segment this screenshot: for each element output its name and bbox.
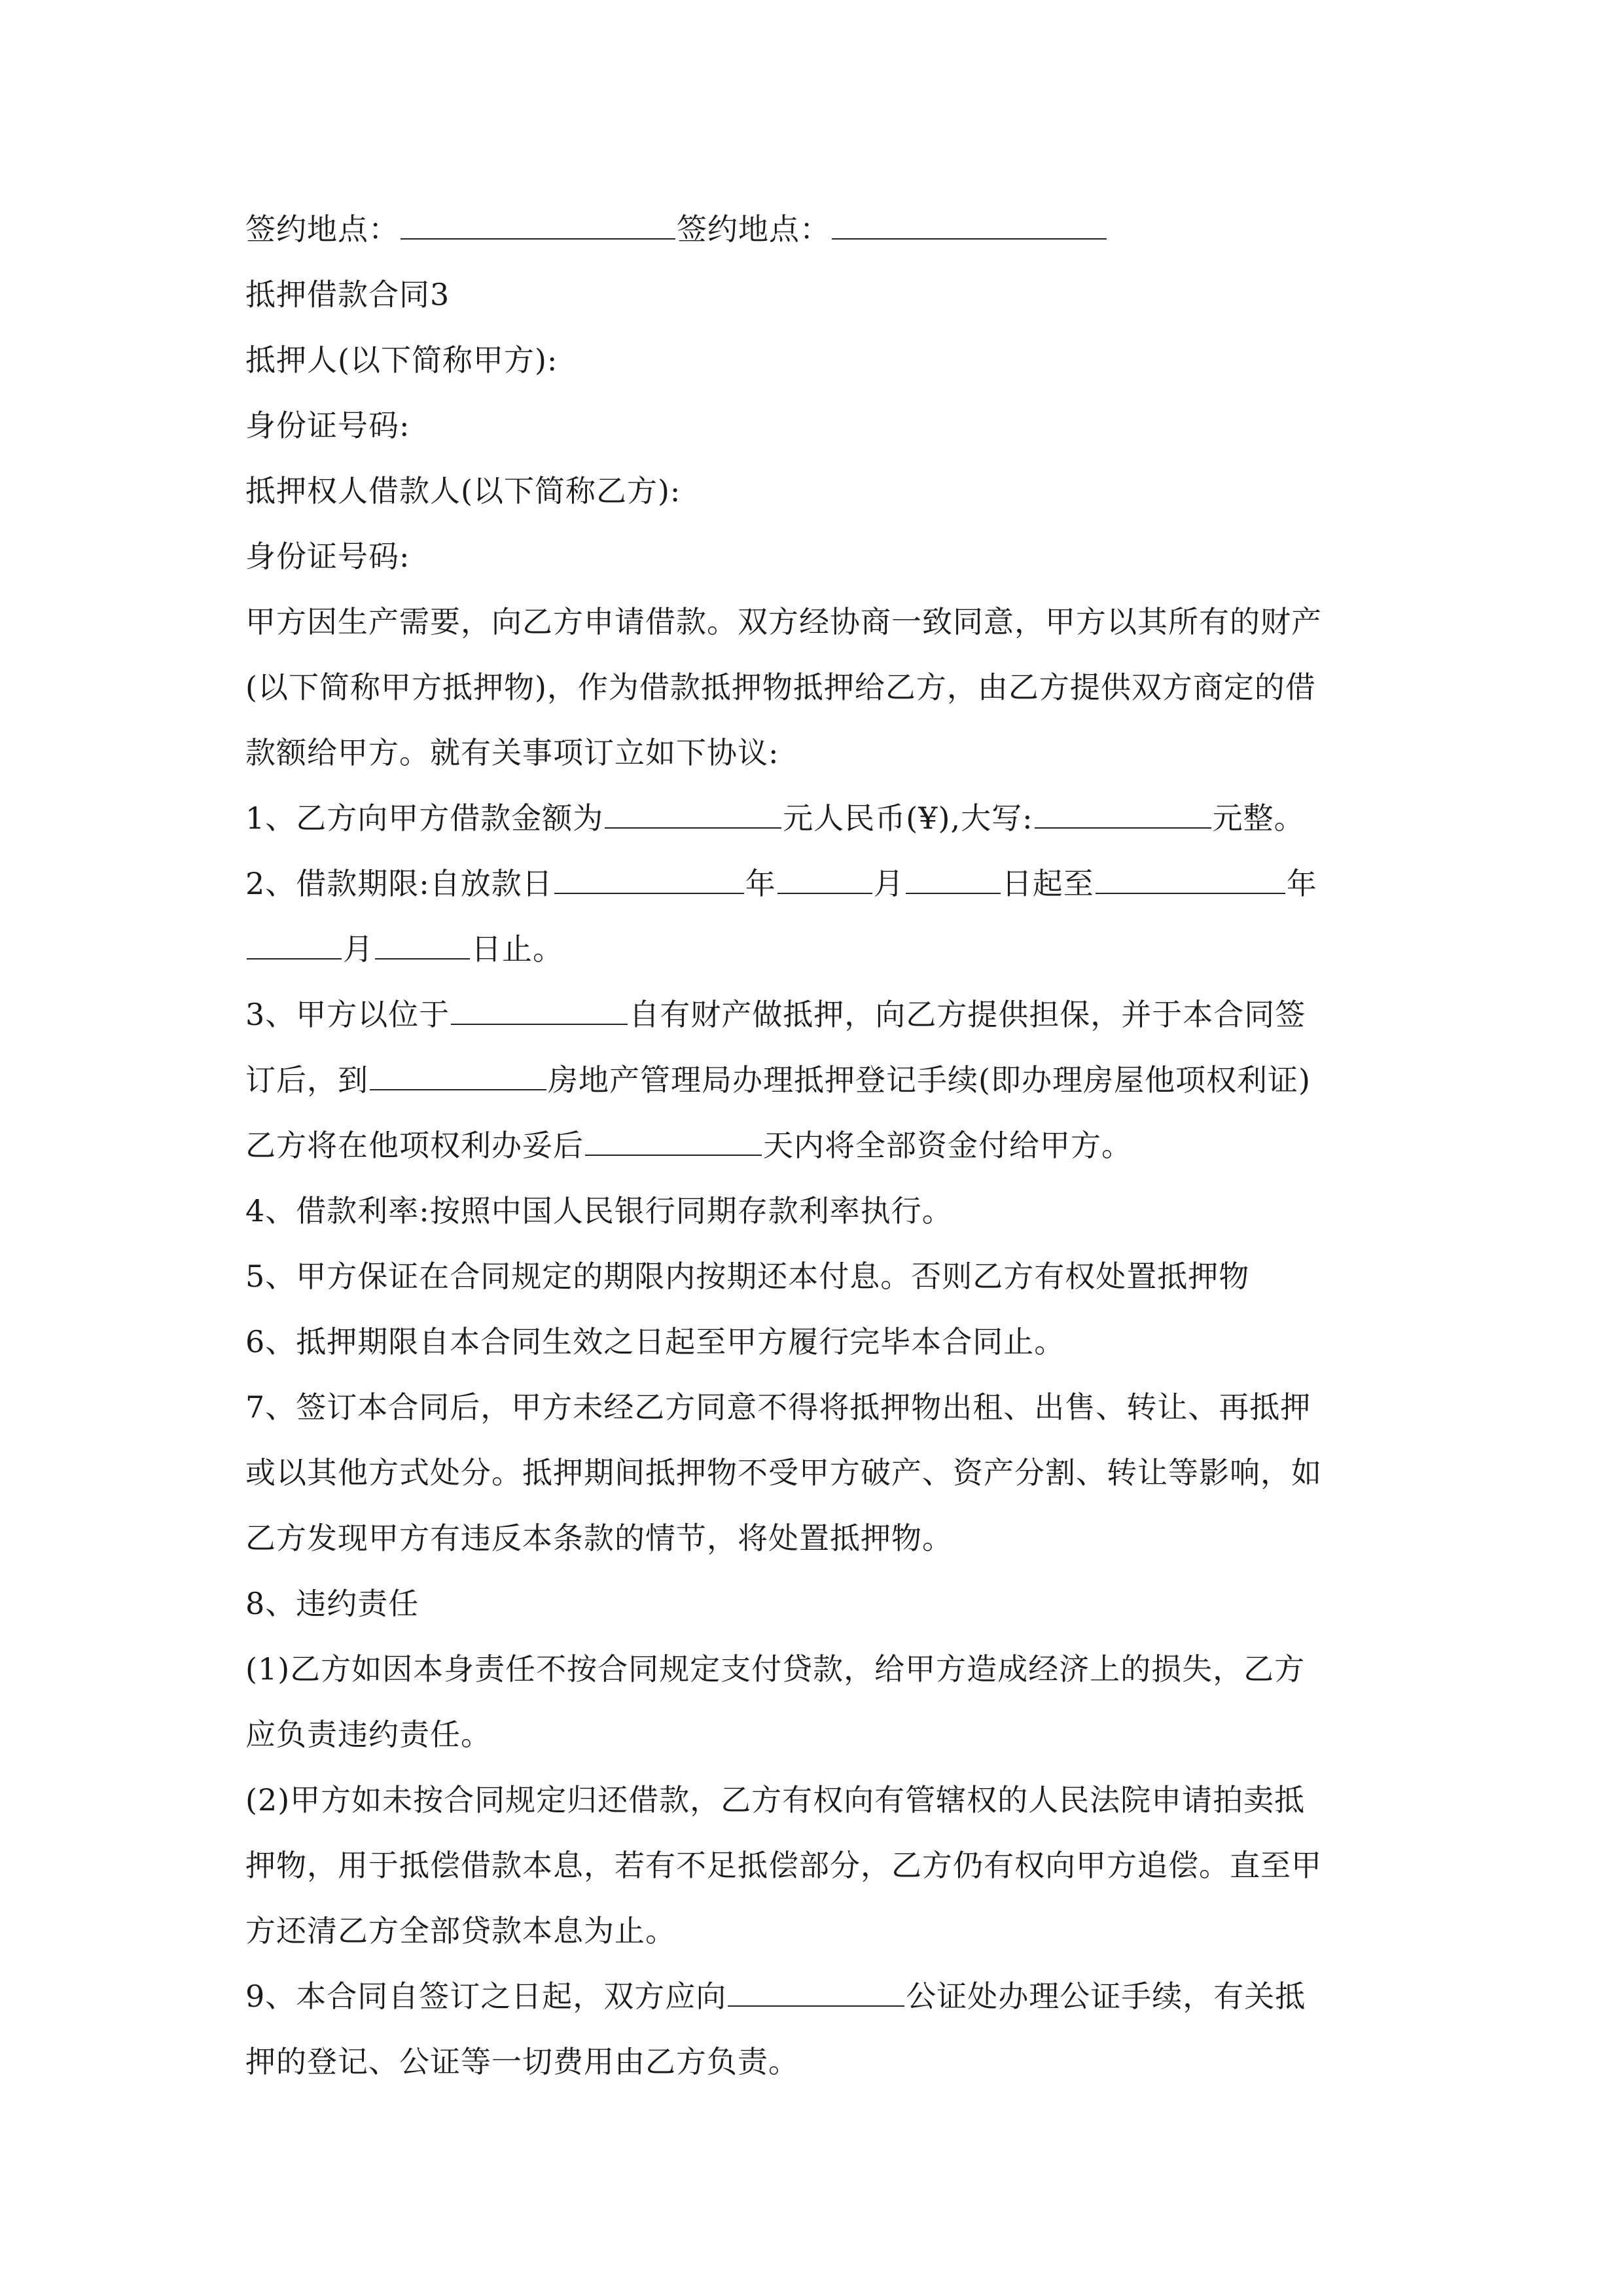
end-day-blank[interactable] <box>375 923 470 960</box>
clause-4-interest-rate: 4、借款利率:按照中国人民银行同期存款利率执行。 <box>245 1193 953 1229</box>
property-location-blank[interactable] <box>451 988 628 1025</box>
clause-9-text-2: 公证处办理公证手续，有关抵 <box>906 1979 1306 2014</box>
preamble-line: (以下简称甲方抵押物)，作为借款抵押物抵押给乙方，由乙方提供双方商定的借 <box>245 670 1316 705</box>
clause-3-text-6: 天内将全部资金付给甲方。 <box>763 1128 1132 1163</box>
clause-3-text-4: 房地产管理局办理抵押登记手续(即办理房屋他项权利证) <box>548 1062 1311 1098</box>
clause-8-item-2-line: 方还清乙方全部贷款本息为止。 <box>245 1913 676 1948</box>
day-end-label: 日止。 <box>471 931 563 967</box>
clause-8-title: 8、违约责任 <box>245 1586 419 1621</box>
start-year-blank[interactable] <box>554 857 744 894</box>
clause-1-loan-amount <box>245 785 1397 851</box>
clause-9-notarization-cont: 押的登记、公证等一切费用由乙方负责。 <box>245 2044 799 2079</box>
preamble-line: 甲方因生产需要，向乙方申请借款。双方经协商一致同意，甲方以其所有的财产 <box>245 604 1322 639</box>
start-month-blank[interactable] <box>777 857 872 894</box>
mortgagee-id-label: 身份证号码: <box>245 539 410 574</box>
end-month-blank[interactable] <box>247 923 342 960</box>
clause-9-text: 9、本合同自签订之日起，双方应向 <box>245 1979 727 2014</box>
clause-6-mortgage-period: 6、抵押期限自本合同生效之日起至甲方履行完毕本合同止。 <box>245 1324 1065 1359</box>
payment-days-blank[interactable] <box>585 1119 762 1156</box>
clause-7-line: 或以其他方式处分。抵押期间抵押物不受甲方破产、资产分割、转让等影响，如 <box>245 1455 1322 1490</box>
clause-2-loan-term-cont <box>245 916 1397 982</box>
clause-3-text-5: 乙方将在他项权利办妥后 <box>245 1128 584 1163</box>
clause-8-item-1-line: (1)乙方如因本身责任不按合同规定支付贷款，给甲方造成经济上的损失，乙方 <box>245 1651 1306 1687</box>
year-label: 年 <box>745 866 776 901</box>
mortgagor-label: 抵押人(以下简称甲方): <box>245 342 558 378</box>
month-label: 月 <box>873 866 904 901</box>
signing-place-label-2: 签约地点： <box>677 211 830 247</box>
clause-2-loan-term <box>245 851 1397 916</box>
mortgagor-id-label: 身份证号码: <box>245 408 410 443</box>
signing-place-blank-2[interactable] <box>832 203 1107 240</box>
clause-1-text: 1、乙方向甲方借款金额为 <box>245 800 604 836</box>
clause-8-item-2-line: (2)甲方如未按合同规定归还借款，乙方有权向有管辖权的人民法院申请拍卖抵 <box>245 1782 1306 1818</box>
signing-place-label-1: 签约地点： <box>245 211 399 247</box>
start-day-blank[interactable] <box>906 857 1001 894</box>
clause-3-collateral-cont <box>245 1113 1397 1178</box>
month-label: 月 <box>343 931 374 967</box>
loan-amount-words-blank[interactable] <box>1035 792 1211 829</box>
signing-place-blank-1[interactable] <box>401 203 675 240</box>
year-label: 年 <box>1286 866 1317 901</box>
clause-3-text: 3、甲方以位于 <box>245 997 450 1032</box>
clause-1-currency-text: 元人民币(¥),大写: <box>783 800 1033 836</box>
contract-title: 抵押借款合同3 <box>245 277 450 312</box>
day-from-label: 日起至 <box>1001 866 1094 901</box>
clause-3-text-2: 自有财产做抵押，向乙方提供担保，并于本合同签 <box>629 997 1306 1032</box>
signing-place-line <box>245 196 1397 262</box>
clause-5-repayment: 5、甲方保证在合同规定的期限内按期还本付息。否则乙方有权处置抵押物 <box>245 1259 1250 1294</box>
mortgagee-label: 抵押权人借款人(以下简称乙方): <box>245 473 681 509</box>
clause-8-item-2-line: 押物，用于抵偿借款本息，若有不足抵偿部分，乙方仍有权向甲方追偿。直至甲 <box>245 1848 1322 1883</box>
end-year-blank[interactable] <box>1096 857 1285 894</box>
notary-office-blank[interactable] <box>728 1970 904 2007</box>
clause-8-item-1-line: 应负责违约责任。 <box>245 1717 491 1752</box>
clause-3-collateral-cont <box>245 1047 1397 1113</box>
clause-7-line: 乙方发现甲方有违反本条款的情节，将处置抵押物。 <box>245 1520 953 1556</box>
clause-3-text-3: 订后，到 <box>245 1062 368 1098</box>
clause-7-line: 7、签订本合同后，甲方未经乙方同意不得将抵押物出租、出售、转让、再抵押 <box>245 1390 1311 1425</box>
contract-body <box>245 196 1397 2094</box>
clause-1-end-text: 元整。 <box>1212 800 1305 836</box>
clause-2-text: 2、借款期限:自放款日 <box>245 866 553 901</box>
housing-bureau-blank[interactable] <box>370 1054 546 1090</box>
clause-3-collateral <box>245 982 1397 1047</box>
preamble-line: 款额给甲方。就有关事项订立如下协议: <box>245 735 779 770</box>
loan-amount-blank[interactable] <box>605 792 781 829</box>
clause-9-notarization <box>245 1964 1397 2029</box>
